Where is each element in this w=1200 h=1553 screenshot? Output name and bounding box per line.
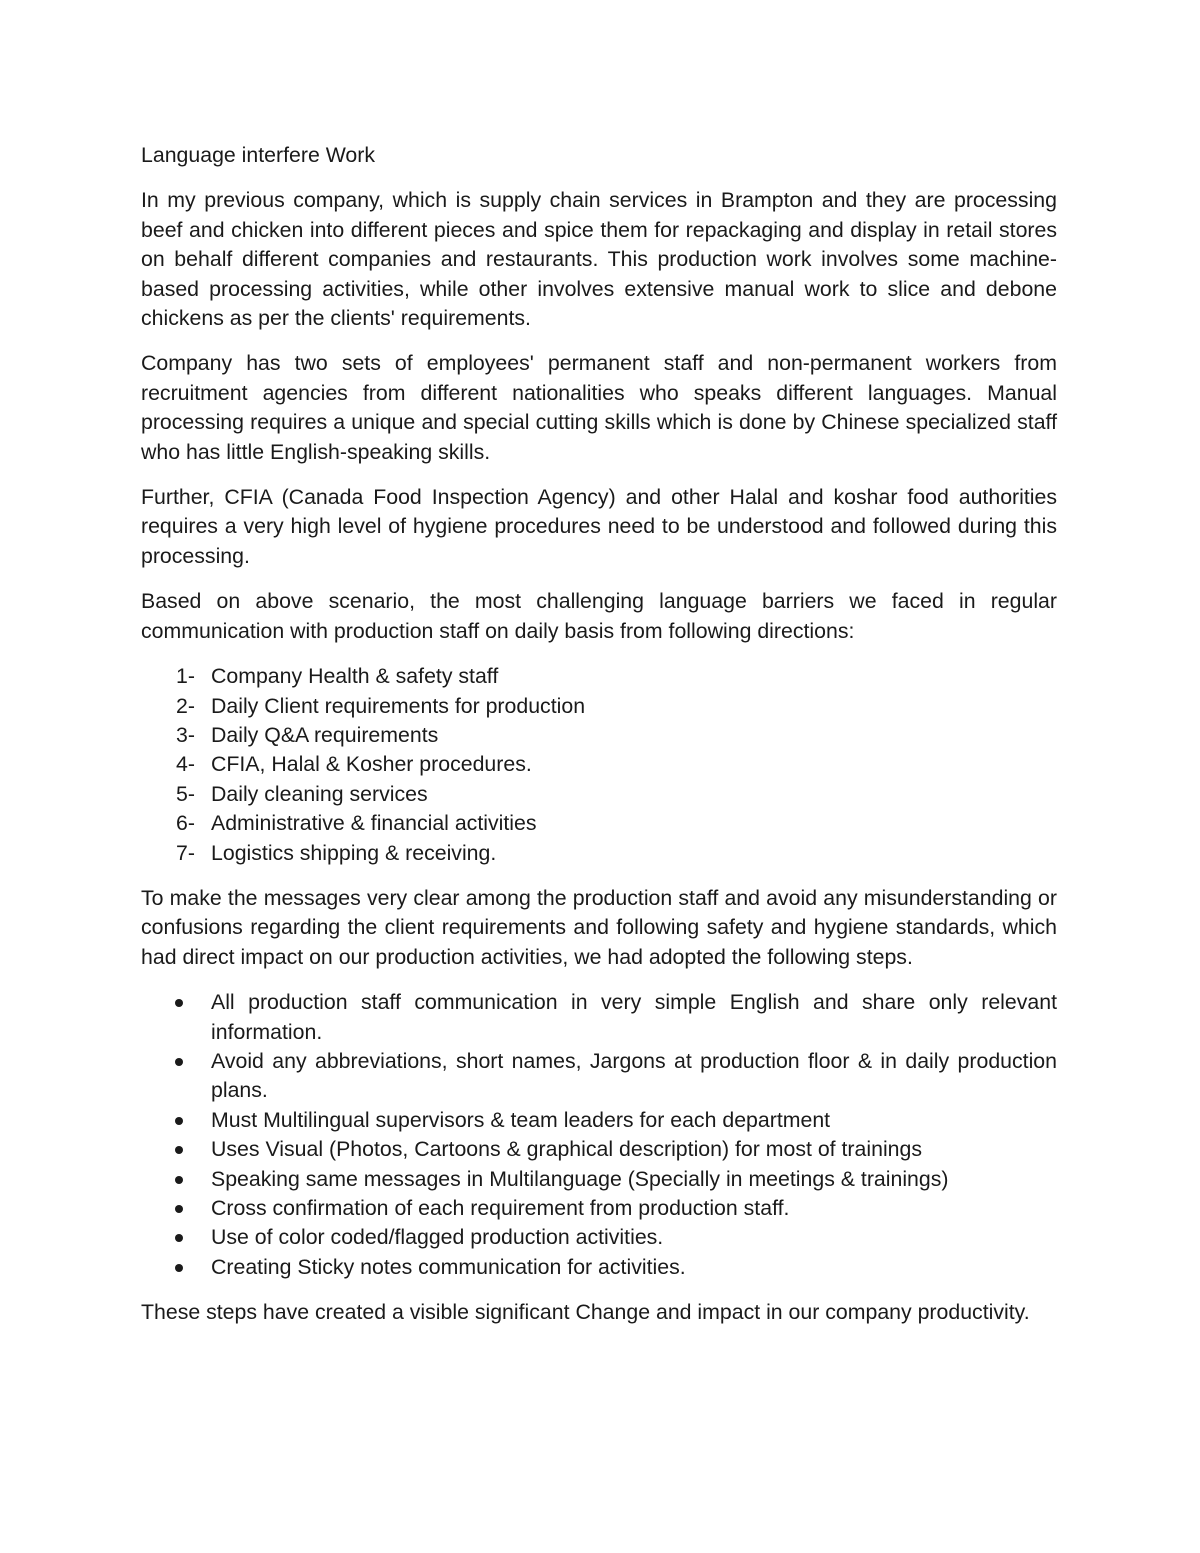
list-marker: 4- [176,752,195,777]
list-item-text: Company Health & safety staff [211,664,499,689]
document-page [141,141,1057,1344]
list-marker: 6- [176,811,195,836]
bullet-icon [175,1234,183,1242]
list-marker: 3- [176,722,195,747]
list-item-text: Daily Client requirements for production [211,693,586,718]
bullet-icon [175,1205,183,1213]
list-item-text: Daily cleaning services [211,781,428,806]
document-title: Language interfere Work [141,143,376,167]
bullet-icon [175,1058,183,1066]
paragraph-company-background: In my previous company, which is supply chain services in Brampton and they are processing beef and chicken into different pieces and spice them for repackaging and display in retail stores on behalf different companies and restaurants. This production work involves some machine-based processing activities, while other involves extensive manual work to slice and debone chickens as per the clients' requirements. [141,188,1057,331]
bullet-item-text: Use of color coded/flagged production activities. [211,1225,664,1250]
bullet-item-text: All production staff communication in very simple English and share only relevant information. [211,990,1057,1044]
list-item-text: CFIA, Halal & Kosher procedures. [211,752,532,777]
list-item-text: Administrative & financial activities [211,811,537,836]
bullet-item-text: Must Multilingual supervisors & team leaders for each department [211,1107,831,1132]
bullet-item-text: Uses Visual (Photos, Cartoons & graphical description) for most of trainings [211,1137,923,1162]
bullet-item [141,1047,1057,1106]
numbered-list [141,662,1057,868]
paragraph-employees: Company has two sets of employees' permanent staff and non-permanent workers from recruitment agencies from different nationalities who speaks different languages. Manual processing requires a unique and special cutting skills which is done by Chinese specialized staff who has little English-speaking skills. [141,351,1057,464]
bullet-icon [175,1117,183,1125]
list-item-text: Logistics shipping & receiving. [211,840,497,865]
bullet-item [141,1194,1057,1223]
bullet-item [141,1165,1057,1194]
bullet-item [141,1223,1057,1252]
list-item [141,809,1057,838]
list-item [141,839,1057,868]
list-item [141,721,1057,750]
paragraph-steps-intro: To make the messages very clear among the production staff and avoid any misunderstanding or confusions regarding the client requirements and following safety and hygiene standards, which had direct impact on our production activities, we had adopted the following steps. [141,885,1057,969]
bullet-item [141,988,1057,1047]
list-item [141,750,1057,779]
list-marker: 2- [176,693,195,718]
bullet-icon [175,999,183,1007]
bullet-item-text: Creating Sticky notes communication for activities. [211,1254,686,1279]
bullet-icon [175,1264,183,1272]
list-marker: 7- [176,840,195,865]
list-item-text: Daily Q&A requirements [211,722,439,747]
paragraph-scenario: Based on above scenario, the most challenging language barriers we faced in regular communication with production staff on daily basis from following directions: [141,589,1057,643]
bullet-list [141,988,1057,1282]
list-item [141,662,1057,691]
list-item [141,692,1057,721]
bullet-item-text: Speaking same messages in Multilanguage (Specially in meetings & trainings) [211,1166,949,1191]
list-marker: 5- [176,781,195,806]
bullet-icon [175,1176,183,1184]
bullet-item-text: Cross confirmation of each requirement from production staff. [211,1196,790,1220]
bullet-item [141,1135,1057,1164]
bullet-item [141,1106,1057,1135]
bullet-item-text: Avoid any abbreviations, short names, Jargons at production floor & in daily production plans. [211,1048,1057,1103]
bullet-icon [175,1146,183,1154]
paragraph-conclusion: These steps have created a visible significant Change and impact in our company productivity. [141,1300,1030,1325]
list-item [141,780,1057,809]
paragraph-cfia: Further, CFIA (Canada Food Inspection Agency) and other Halal and koshar food authorities requires a very high level of hygiene procedures need to be understood and followed during this processing. [141,485,1057,568]
bullet-item [141,1253,1057,1282]
list-marker: 1- [176,664,195,689]
